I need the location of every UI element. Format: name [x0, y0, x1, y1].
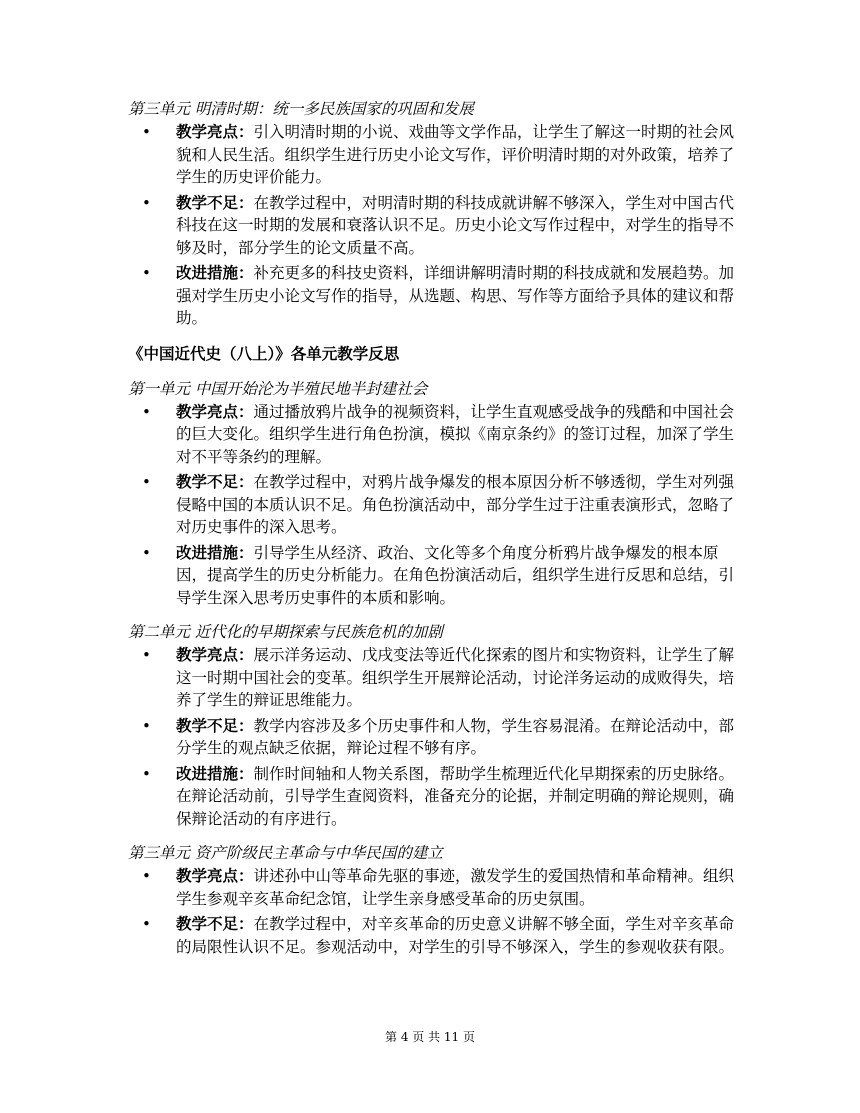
item-label: 教学不足：: [176, 715, 254, 735]
item-text: 讲述孙中山等革命先驱的事迹，激发学生的爱国热情和革命精神。组织学生参观辛亥革命纪念馆，让学生亲身感受革命的历史氛围。: [176, 867, 735, 908]
list-item: [128, 542, 740, 610]
list-item: [128, 763, 740, 831]
reflection-list: [128, 401, 740, 610]
bullet-icon: •: [142, 193, 151, 212]
bullet-icon: •: [142, 646, 151, 664]
unit-title: 第三单元 资产阶级民主革命与中华民国的建立: [128, 844, 443, 862]
item-text: 在教学过程中，对明清时期的科技成就讲解不够深入，学生对中国古代科技在这一时期的发展和衰落认识不足。历史小论文写作过程中，对学生的指导不够及时，部分学生的论文质量不高。: [176, 193, 735, 257]
bullet-icon: •: [142, 264, 151, 282]
bullet-icon: •: [142, 402, 151, 421]
item-label: 改进措施：: [176, 763, 254, 783]
list-item: [128, 192, 740, 260]
page-footer: 第 4 页 共 11 页: [385, 1030, 475, 1044]
item-text: 通过播放鸦片战争的视频资料，让学生直观感受战争的残酷和中国社会的巨大变化。组织学生进行角色扮演，模拟《南京条约》的签订过程，加深了学生对不平等条约的理解。: [176, 402, 735, 466]
bullet-icon: •: [142, 716, 151, 735]
item-text: 教学内容涉及多个历史事件和人物，学生容易混淆。在辩论活动中，部分学生的观点缺乏依据，辩论过程不够有序。: [176, 716, 735, 757]
bullet-icon: •: [142, 473, 151, 491]
item-text: 制作时间轴和人物关系图，帮助学生梳理近代化早期探索的历史脉络。在辩论活动前，引导学生查阅资料，准备充分的论据，并制定明确的辩论规则，确保辩论活动的有序进行。: [176, 764, 735, 828]
list-item: [128, 401, 740, 469]
item-label: 教学不足：: [176, 192, 254, 212]
item-label: 教学不足：: [176, 914, 254, 933]
bullet-icon: •: [142, 543, 151, 562]
list-item: [128, 121, 740, 189]
document-body: [128, 98, 740, 970]
item-label: 教学亮点：: [176, 866, 254, 885]
item-text: 引入明清时期的小说、戏曲等文学作品，让学生了解这一时期的社会风貌和人民生活。组织学生进行历史小论文写作，评价明清时期的对外政策，培养了学生的历史评价能力。: [176, 123, 735, 186]
reflection-list: [128, 121, 740, 330]
unit-title: 第三单元 明清时期：统一多民族国家的巩固和发展: [128, 100, 474, 118]
list-item: [128, 644, 740, 712]
item-text: 在教学过程中，对鸦片战争爆发的根本原因分析不够透彻，学生对列强侵略中国的本质认识不足。角色扮演活动中，部分学生过于注重表演形式，忽略了对历史事件的深入思考。: [176, 473, 735, 536]
item-text: 在教学过程中，对辛亥革命的历史意义讲解不够全面，学生对辛亥革命的局限性认识不足。参观活动中，对学生的引导不够深入，学生的参观收获有限。: [176, 915, 735, 956]
list-item: [128, 715, 740, 760]
list-item: [128, 913, 740, 958]
item-label: 教学不足：: [176, 472, 254, 491]
bullet-icon: •: [142, 764, 151, 783]
reflection-list: [128, 644, 740, 830]
list-item: [128, 865, 740, 910]
item-label: 教学亮点：: [176, 645, 254, 664]
section-heading: 《中国近代史（八上）》各单元教学反思: [128, 343, 400, 363]
item-text: 展示洋务运动、戊戌变法等近代化探索的图片和实物资料，让学生了解这一时期中国社会的变革。组织学生开展辩论活动，讨论洋务运动的成败得失，培养了学生的辩证思维能力。: [176, 646, 735, 709]
bullet-icon: •: [142, 915, 151, 933]
bullet-icon: •: [142, 123, 151, 141]
item-label: 教学亮点：: [176, 122, 254, 141]
item-text: 引导学生从经济、政治、文化等多个角度分析鸦片战争爆发的根本原因，提高学生的历史分析能力。在角色扮演活动后，组织学生进行反思和总结，引导学生深入思考历史事件的本质和影响。: [176, 543, 735, 607]
item-label: 改进措施：: [176, 542, 254, 562]
item-label: 改进措施：: [176, 263, 254, 282]
list-item: [128, 471, 740, 539]
bullet-icon: •: [142, 867, 151, 885]
list-item: [128, 262, 740, 330]
unit-title: 第二单元 近代化的早期探索与民族危机的加剧: [128, 623, 443, 641]
item-text: 补充更多的科技史资料，详细讲解明清时期的科技成就和发展趋势。加强对学生历史小论文写作的指导，从选题、构思、写作等方面给予具体的建议和帮助。: [176, 264, 735, 327]
unit-title: 第一单元 中国开始沦为半殖民地半封建社会: [128, 379, 428, 398]
item-label: 教学亮点：: [176, 401, 254, 421]
reflection-list: [128, 865, 740, 958]
